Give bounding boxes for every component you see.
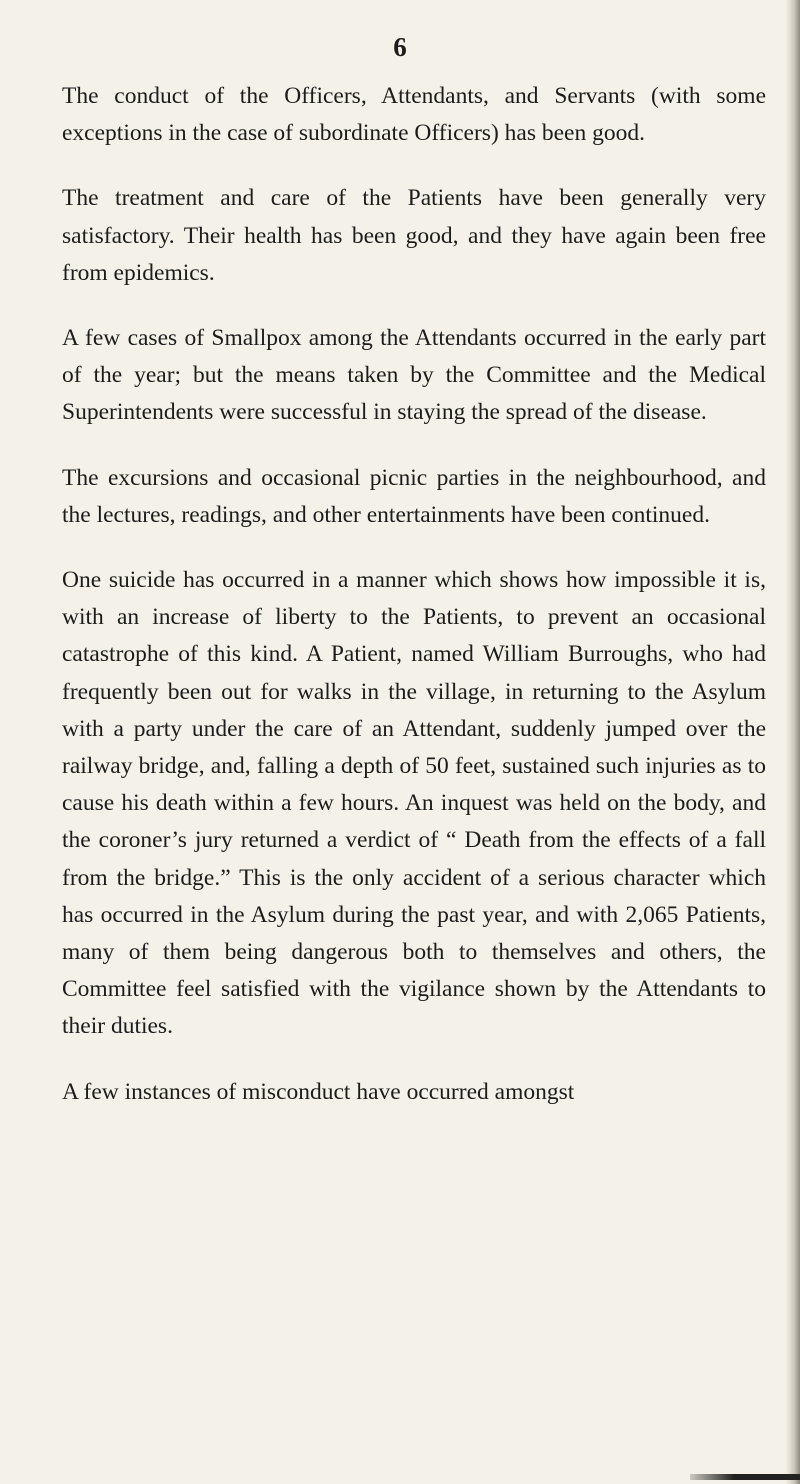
body-text bbox=[62, 78, 766, 1111]
paragraph-excursions: The excursions and occasional picnic parties in the neighbourhood, and the lectures, readings, and other entertainments have been continued. bbox=[62, 464, 766, 528]
bottom-edge-mark bbox=[690, 1474, 800, 1480]
paragraph-smallpox: A few cases of Smallpox among the Attendants occurred in the early part of the year; but the means taken by the Committee and the Medical Superintendents were successful in staying the spread of the disease. bbox=[62, 325, 766, 426]
page-edge-shadow bbox=[786, 0, 800, 1484]
page-number: 6 bbox=[393, 32, 407, 62]
paragraph-misconduct: A few instances of misconduct have occurred amongst bbox=[62, 1078, 575, 1105]
paragraph-suicide: One suicide has occurred in a manner which shows how impossible it is, with an increase of liberty to the Patients, to prevent an occasional catastrophe of this kind. A Patient, named William Burroughs, who had frequently been out for walks in the village, in returning to the Asylum with a party under the care of an Attendant, suddenly jumped over the railway bridge, and, falling a depth of 50 feet, sustained such injuries as to cause his death within a few hours. An inquest was held on the body, and the coroner’s jury returned a verdict of “ Death from the effects of a fall from the bridge.” This is the only accident of a serious character which has occurred in the Asylum during the past year, and with 2,065 Patients, many of them being dangerous both to themselves and others, the Committee feel satisfied with the vigilance shown by the Attendants to their duties. bbox=[62, 567, 766, 1040]
paragraph-treatment: The treatment and care of the Patients have been generally very satisfactory. Their health has been good, and they have again been free from epidemics. bbox=[62, 185, 766, 286]
paragraph-conduct: The conduct of the Officers, Attendants, and Servants (with some exceptions in the case of subordinate Officers) has been good. bbox=[62, 83, 766, 147]
